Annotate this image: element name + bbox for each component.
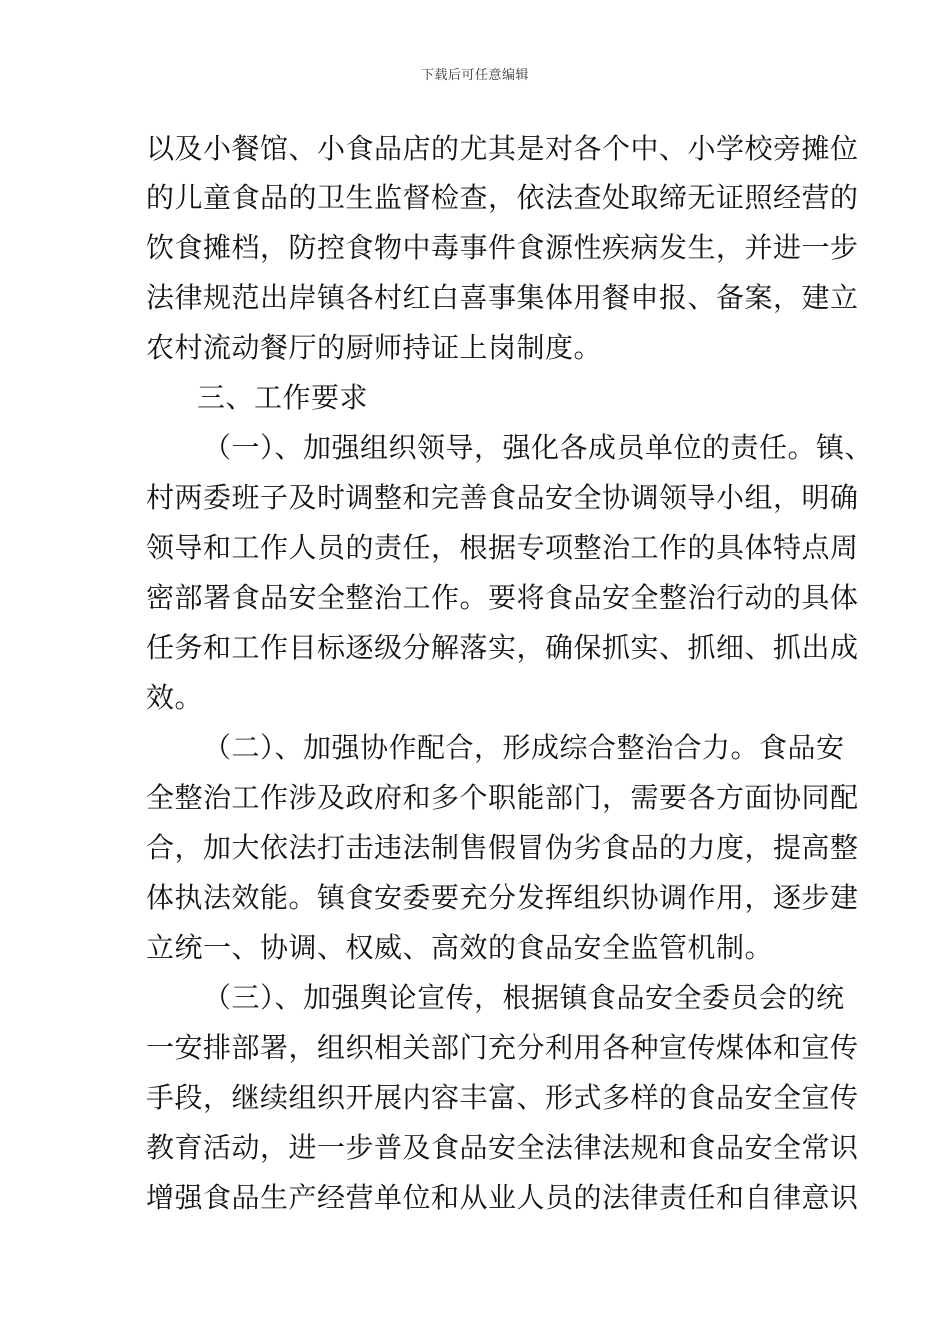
- text-line-2: 的儿童食品的卫生监督检查，依法查处取缔无证照经营的: [146, 181, 859, 214]
- text-line-3: 饮食摊档，防控食物中毒事件食源性疾病发生，并进一步: [146, 231, 859, 264]
- text-line-7: （一）、加强组织领导，强化各成员单位的责任。镇、: [203, 431, 874, 464]
- text-line-16: 体执法效能。镇食安委要充分发挥组织协调作用，逐步建: [146, 881, 859, 914]
- text-line-4: 法律规范出岸镇各村红白喜事集体用餐申报、备案，建立: [146, 281, 859, 314]
- text-line-19: 一安排部署，组织相关部门充分利用各种宣传煤体和宣传: [146, 1031, 859, 1064]
- text-line-15: 合，加大依法打击违法制售假冒伪劣食品的力度，提高整: [146, 831, 859, 864]
- text-line-21: 教育活动，进一步普及食品安全法律法规和食品安全常识: [146, 1131, 859, 1164]
- text-line-17: 立统一、协调、权威、高效的食品安全监管机制。: [146, 931, 774, 964]
- text-line-8: 村两委班子及时调整和完善食品安全协调领导小组，明确: [146, 481, 859, 514]
- text-line-18: （三）、加强舆论宣传，根据镇食品安全委员会的统: [203, 981, 845, 1014]
- text-line-9: 领导和工作人员的责任，根据专项整治工作的具体特点周: [146, 531, 859, 564]
- page-header: 下载后可任意编辑: [420, 68, 529, 83]
- text-line-11: 任务和工作目标逐级分解落实，确保抓实、抓细、抓出成: [146, 631, 859, 664]
- text-line-5: 农村流动餐厅的厨师持证上岗制度。: [146, 331, 603, 364]
- text-line-14: 全整治工作涉及政府和多个职能部门，需要各方面协同配: [146, 781, 859, 814]
- text-line-12: 效。: [146, 681, 204, 714]
- text-line-1: 以及小餐馆、小食品店的尤其是对各个中、小学校旁摊位: [146, 132, 859, 165]
- text-line-13: （二）、加强协作配合，形成综合整治合力。食品安: [203, 731, 845, 764]
- text-line-10: 密部署食品安全整治工作。要将食品安全整治行动的具体: [146, 581, 859, 614]
- text-line-20: 手段，继续组织开展内容丰富、形式多样的食品安全宣传: [146, 1081, 859, 1114]
- text-line-22: 增强食品生产经营单位和从业人员的法律责任和自律意识: [146, 1181, 859, 1214]
- section-heading: 三、工作要求: [197, 381, 369, 414]
